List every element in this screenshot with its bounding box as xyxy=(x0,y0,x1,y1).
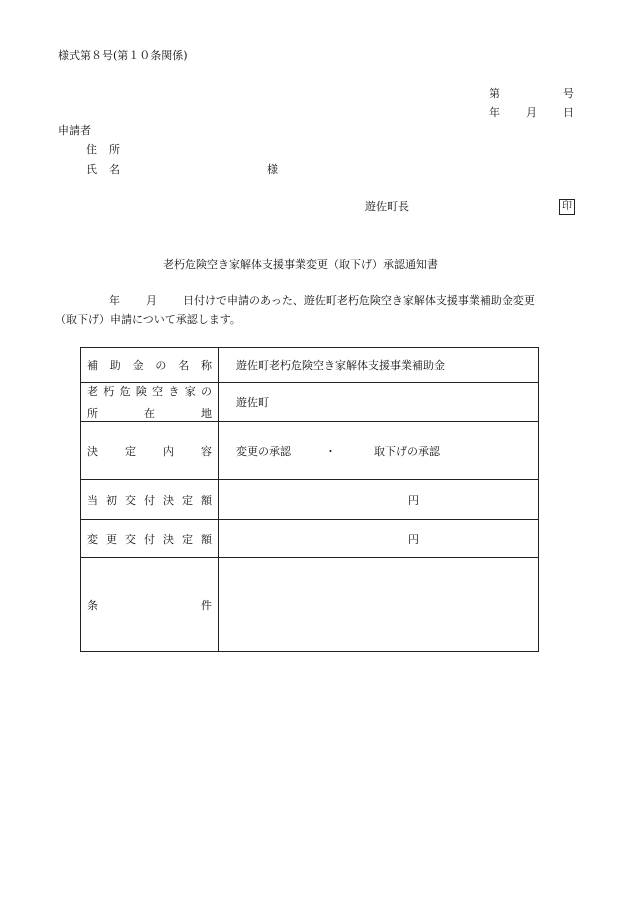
doc-number-suffix: 号 xyxy=(563,87,574,100)
option-withdrawal-approval: 取下げの承認 xyxy=(374,444,440,458)
table-row xyxy=(81,348,539,383)
body-month: 月 xyxy=(146,294,157,307)
decision-value xyxy=(219,422,539,480)
yen-unit: 円 xyxy=(408,532,419,546)
changed-amount-label: 変 更 交 付 決 定 額 xyxy=(81,520,219,558)
conditions-label: 条 件 xyxy=(81,558,219,652)
property-location-label: 老 朽 危 険 空 き 家 の 所 在 地 xyxy=(81,383,219,422)
date-month: 月 xyxy=(526,106,537,119)
table-row xyxy=(81,558,539,652)
body-line2: （取下げ）申請について承認します。 xyxy=(55,313,241,326)
subsidy-name-label: 補 助 金 の 名 称 xyxy=(81,348,219,383)
property-location-value: 遊佐町 xyxy=(219,383,539,422)
table-row xyxy=(81,480,539,520)
body-line1: 日付けで申請のあった、遊佐町老朽危険空き家解体支援事業補助金変更 xyxy=(183,294,535,307)
body-year: 年 xyxy=(109,294,120,307)
honorific: 様 xyxy=(267,163,278,176)
conditions-value xyxy=(219,558,539,652)
option-change-approval: 変更の承認 xyxy=(236,444,291,458)
subsidy-name-value: 遊佐町老朽危険空き家解体支援事業補助金 xyxy=(219,348,539,383)
initial-amount-value xyxy=(219,480,539,520)
issuer-name: 遊佐町長 xyxy=(365,200,409,213)
date-year: 年 xyxy=(489,106,500,119)
initial-amount-label: 当 初 交 付 決 定 額 xyxy=(81,480,219,520)
applicant-label: 申請者 xyxy=(58,124,91,137)
form-number: 様式第８号(第１０条関係) xyxy=(58,49,188,62)
table-row xyxy=(81,520,539,558)
decision-label: 決 定 内 容 xyxy=(81,422,219,480)
changed-amount-value xyxy=(219,520,539,558)
name-label: 氏 名 xyxy=(86,163,120,176)
document-title: 老朽危険空き家解体支援事業変更（取下げ）承認通知書 xyxy=(163,258,438,271)
option-separator: ・ xyxy=(325,444,336,458)
table-row xyxy=(81,422,539,480)
doc-number-prefix: 第 xyxy=(489,87,500,100)
date-day: 日 xyxy=(563,106,574,119)
seal-mark: 印 xyxy=(559,199,575,215)
address-label: 住 所 xyxy=(86,143,120,156)
approval-table xyxy=(80,347,539,652)
yen-unit: 円 xyxy=(408,493,419,507)
table-row xyxy=(81,383,539,422)
